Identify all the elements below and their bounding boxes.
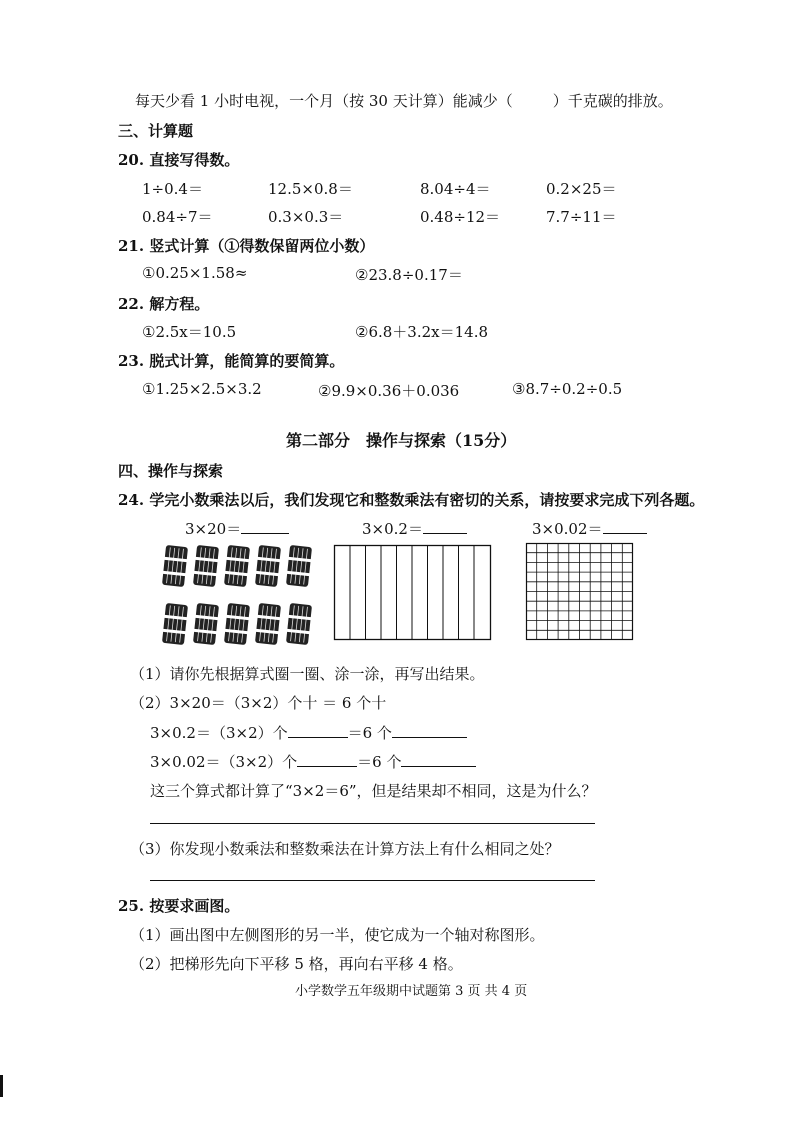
stick-bundle[interactable]	[254, 603, 282, 645]
stick-bundle[interactable]	[285, 545, 313, 587]
q19-tail	[135, 90, 673, 111]
q22-title: 22. 解方程。	[118, 295, 210, 313]
fig-label-text: 3×0.2＝	[362, 520, 423, 538]
q24-sub2-line1: （2）3×20＝（3×2）个十 ＝ 6 个十	[130, 694, 387, 712]
stick-bundle[interactable]	[161, 545, 189, 587]
line3-text-a: 3×0.02＝（3×2）个	[150, 753, 298, 771]
stick-bundle[interactable]	[223, 545, 251, 587]
q24-sub3: （3）你发现小数乘法和整数乘法在计算方法上有什么相同之处？	[130, 840, 560, 858]
q20-item: 0.3×0.3＝	[268, 208, 344, 226]
q24-sub1: （1）请你先根据算式圈一圈、涂一涂，再写出结果。	[130, 665, 485, 683]
scan-edge-mark	[0, 1075, 3, 1097]
q21-item: ①0.25×1.58≈	[142, 264, 248, 282]
unit-blank[interactable]	[288, 723, 348, 738]
hundredths-grid-figure[interactable]	[526, 543, 634, 641]
stick-bundle[interactable]	[192, 603, 220, 645]
section3-heading: 三、计算题	[118, 122, 194, 140]
q20-item: 0.48÷12＝	[420, 208, 501, 226]
q21-item: ②23.8÷0.17＝	[355, 266, 463, 284]
q20-item: 12.5×0.8＝	[268, 180, 353, 198]
q20-item: 0.2×25＝	[546, 180, 617, 198]
q22-item: ②6.8＋3.2x＝14.8	[355, 323, 489, 341]
fig-label-2	[362, 518, 467, 539]
answer-line[interactable]	[150, 880, 595, 881]
stick-bundle[interactable]	[223, 603, 251, 645]
fig-answer-blank[interactable]	[241, 519, 289, 534]
q23-title: 23. 脱式计算，能简算的要简算。	[118, 352, 345, 370]
q23-item: ①1.25×2.5×3.2	[142, 380, 262, 398]
q19-text-after: ）千克碳的排放。	[552, 92, 673, 110]
stick-bundle[interactable]	[254, 545, 282, 587]
q20-item: 7.7÷11＝	[546, 208, 617, 226]
q24-title	[118, 489, 704, 510]
stick-bundle[interactable]	[285, 603, 313, 645]
q20-item: 1÷0.4＝	[142, 180, 203, 198]
fig-label-1	[185, 518, 289, 539]
line3-text-b: ＝6 个	[357, 753, 402, 771]
fig-label-3	[532, 518, 647, 539]
q25-sub2: （2）把梯形先向下平移 5 格，再向右平移 4 格。	[130, 955, 463, 973]
answer-line[interactable]	[150, 823, 595, 824]
line2-text-b: ＝6 个	[347, 724, 392, 742]
unit-blank[interactable]	[401, 752, 476, 767]
q23-item: ③8.7÷0.2÷0.5	[512, 380, 623, 398]
q22-item: ①2.5x＝10.5	[142, 323, 237, 341]
unit-blank[interactable]	[297, 752, 357, 767]
q24-title-text: 24. 学完小数乘法以后，我们发现它和整数乘法有密切的关系，请按要求完成下列各题。	[118, 491, 705, 509]
q20-title: 20. 直接写得数。	[118, 151, 240, 169]
q19-text-before: 每天少看 1 小时电视，一个月（按 30 天计算）能减少（	[135, 92, 513, 110]
fig-label-text: 3×20＝	[185, 520, 242, 538]
q23-item: ②9.9×0.36＋0.036	[318, 382, 460, 400]
q21-title: 21. 竖式计算（①得数保留两位小数）	[118, 237, 375, 255]
stick-bundle[interactable]	[192, 545, 220, 587]
tenths-strip-figure[interactable]	[334, 545, 491, 640]
fig-label-text: 3×0.02＝	[532, 520, 603, 538]
page-footer: 小学数学五年级期中试题第 3 页 共 4 页	[295, 984, 528, 999]
fig-answer-blank[interactable]	[603, 519, 647, 534]
part2-heading: 第二部分 操作与探索（15分）	[286, 431, 517, 450]
section4-heading: 四、操作与探索	[118, 462, 224, 480]
q25-title: 25. 按要求画图。	[118, 897, 240, 915]
q24-sub2-question: 这三个算式都计算了“3×2＝6”，但是结果却不相同，这是为什么？	[150, 782, 597, 800]
q25-sub1: （1）画出图中左侧图形的另一半，使它成为一个轴对称图形。	[130, 926, 545, 944]
q24-sub2-line2	[150, 722, 467, 743]
q20-item: 0.84÷7＝	[142, 208, 213, 226]
q24-sub2-line3	[150, 751, 476, 772]
stick-bundle[interactable]	[161, 603, 189, 645]
q20-item: 8.04÷4＝	[420, 180, 491, 198]
line2-text-a: 3×0.2＝（3×2）个	[150, 724, 288, 742]
unit-blank[interactable]	[392, 723, 467, 738]
stick-bundles-figure[interactable]	[160, 540, 320, 650]
fig-answer-blank[interactable]	[423, 519, 467, 534]
